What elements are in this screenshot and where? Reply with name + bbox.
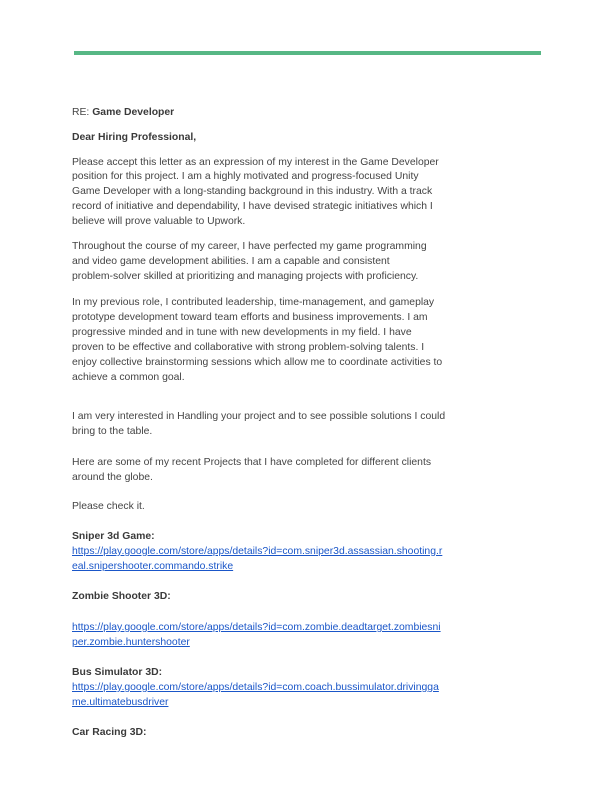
paragraph-1-line: Game Developer with a long-standing background in this industry. With a track (72, 186, 433, 197)
project-link[interactable]: eal.snipershooter.commando.strike (72, 561, 234, 572)
paragraph-1-line: position for this project. I am a highly motivated and progress-focused Unity (72, 171, 419, 182)
project-link[interactable]: https://play.google.com/store/apps/details?id=com.coach.bussimulator.drivingga (72, 682, 439, 693)
paragraph-3-line: achieve a common goal. (72, 372, 185, 383)
project-link[interactable]: me.ultimatebusdriver (72, 697, 169, 708)
paragraph-6-line: Please check it. (72, 501, 145, 512)
paragraph-4-line: bring to the table. (72, 426, 153, 437)
paragraph-1-line: believe will prove valuable to Upwork. (72, 216, 246, 227)
salutation: Dear Hiring Professional, (72, 132, 197, 143)
paragraph-2-line: problem-solver skilled at prioritizing and managing projects with proficiency. (72, 271, 419, 282)
paragraph-3-line: proven to be effective and collaborative with strong problem-solving talents. I (72, 342, 425, 353)
project-link[interactable]: per.zombie.huntershooter (72, 637, 190, 648)
paragraph-4-line: I am very interested in Handling your project and to see possible solutions I could (72, 411, 446, 422)
re-prefix: RE: (72, 107, 93, 118)
paragraph-3-line: progressive minded and in tune with new developments in my field. I have (72, 327, 412, 338)
project-title: Sniper 3d Game: (72, 531, 155, 542)
project-title: Car Racing 3D: (72, 727, 147, 738)
paragraph-3-line: enjoy collective brainstorming sessions which allow me to coordinate activities to (72, 357, 443, 368)
paragraph-1-line: record of initiative and dependability, I have devised strategic initiatives which I (72, 201, 433, 212)
paragraph-1-line: Please accept this letter as an expression of my interest in the Game Developer (72, 157, 439, 168)
re-title: Game Developer (92, 107, 175, 118)
paragraph-2-line: and video game development abilities. I am a capable and consistent (72, 256, 390, 267)
paragraph-2-line: Throughout the course of my career, I have perfected my game programming (72, 241, 427, 252)
project-link[interactable]: https://play.google.com/store/apps/details?id=com.sniper3d.assassian.shooting.r (72, 546, 443, 557)
header-accent-bar (74, 51, 541, 55)
paragraph-5-line: around the globe. (72, 472, 153, 483)
project-title: Bus Simulator 3D: (72, 667, 163, 678)
paragraph-5-line: Here are some of my recent Projects that I have completed for different clients (72, 457, 432, 468)
re-line (72, 106, 174, 120)
project-link[interactable]: https://play.google.com/store/apps/details?id=com.zombie.deadtarget.zombiesni (72, 622, 441, 633)
project-title: Zombie Shooter 3D: (72, 591, 171, 602)
paragraph-3-line: prototype development toward team efforts and business improvements. I am (72, 312, 428, 323)
paragraph-3-line: In my previous role, I contributed leadership, time-management, and gameplay (72, 297, 435, 308)
